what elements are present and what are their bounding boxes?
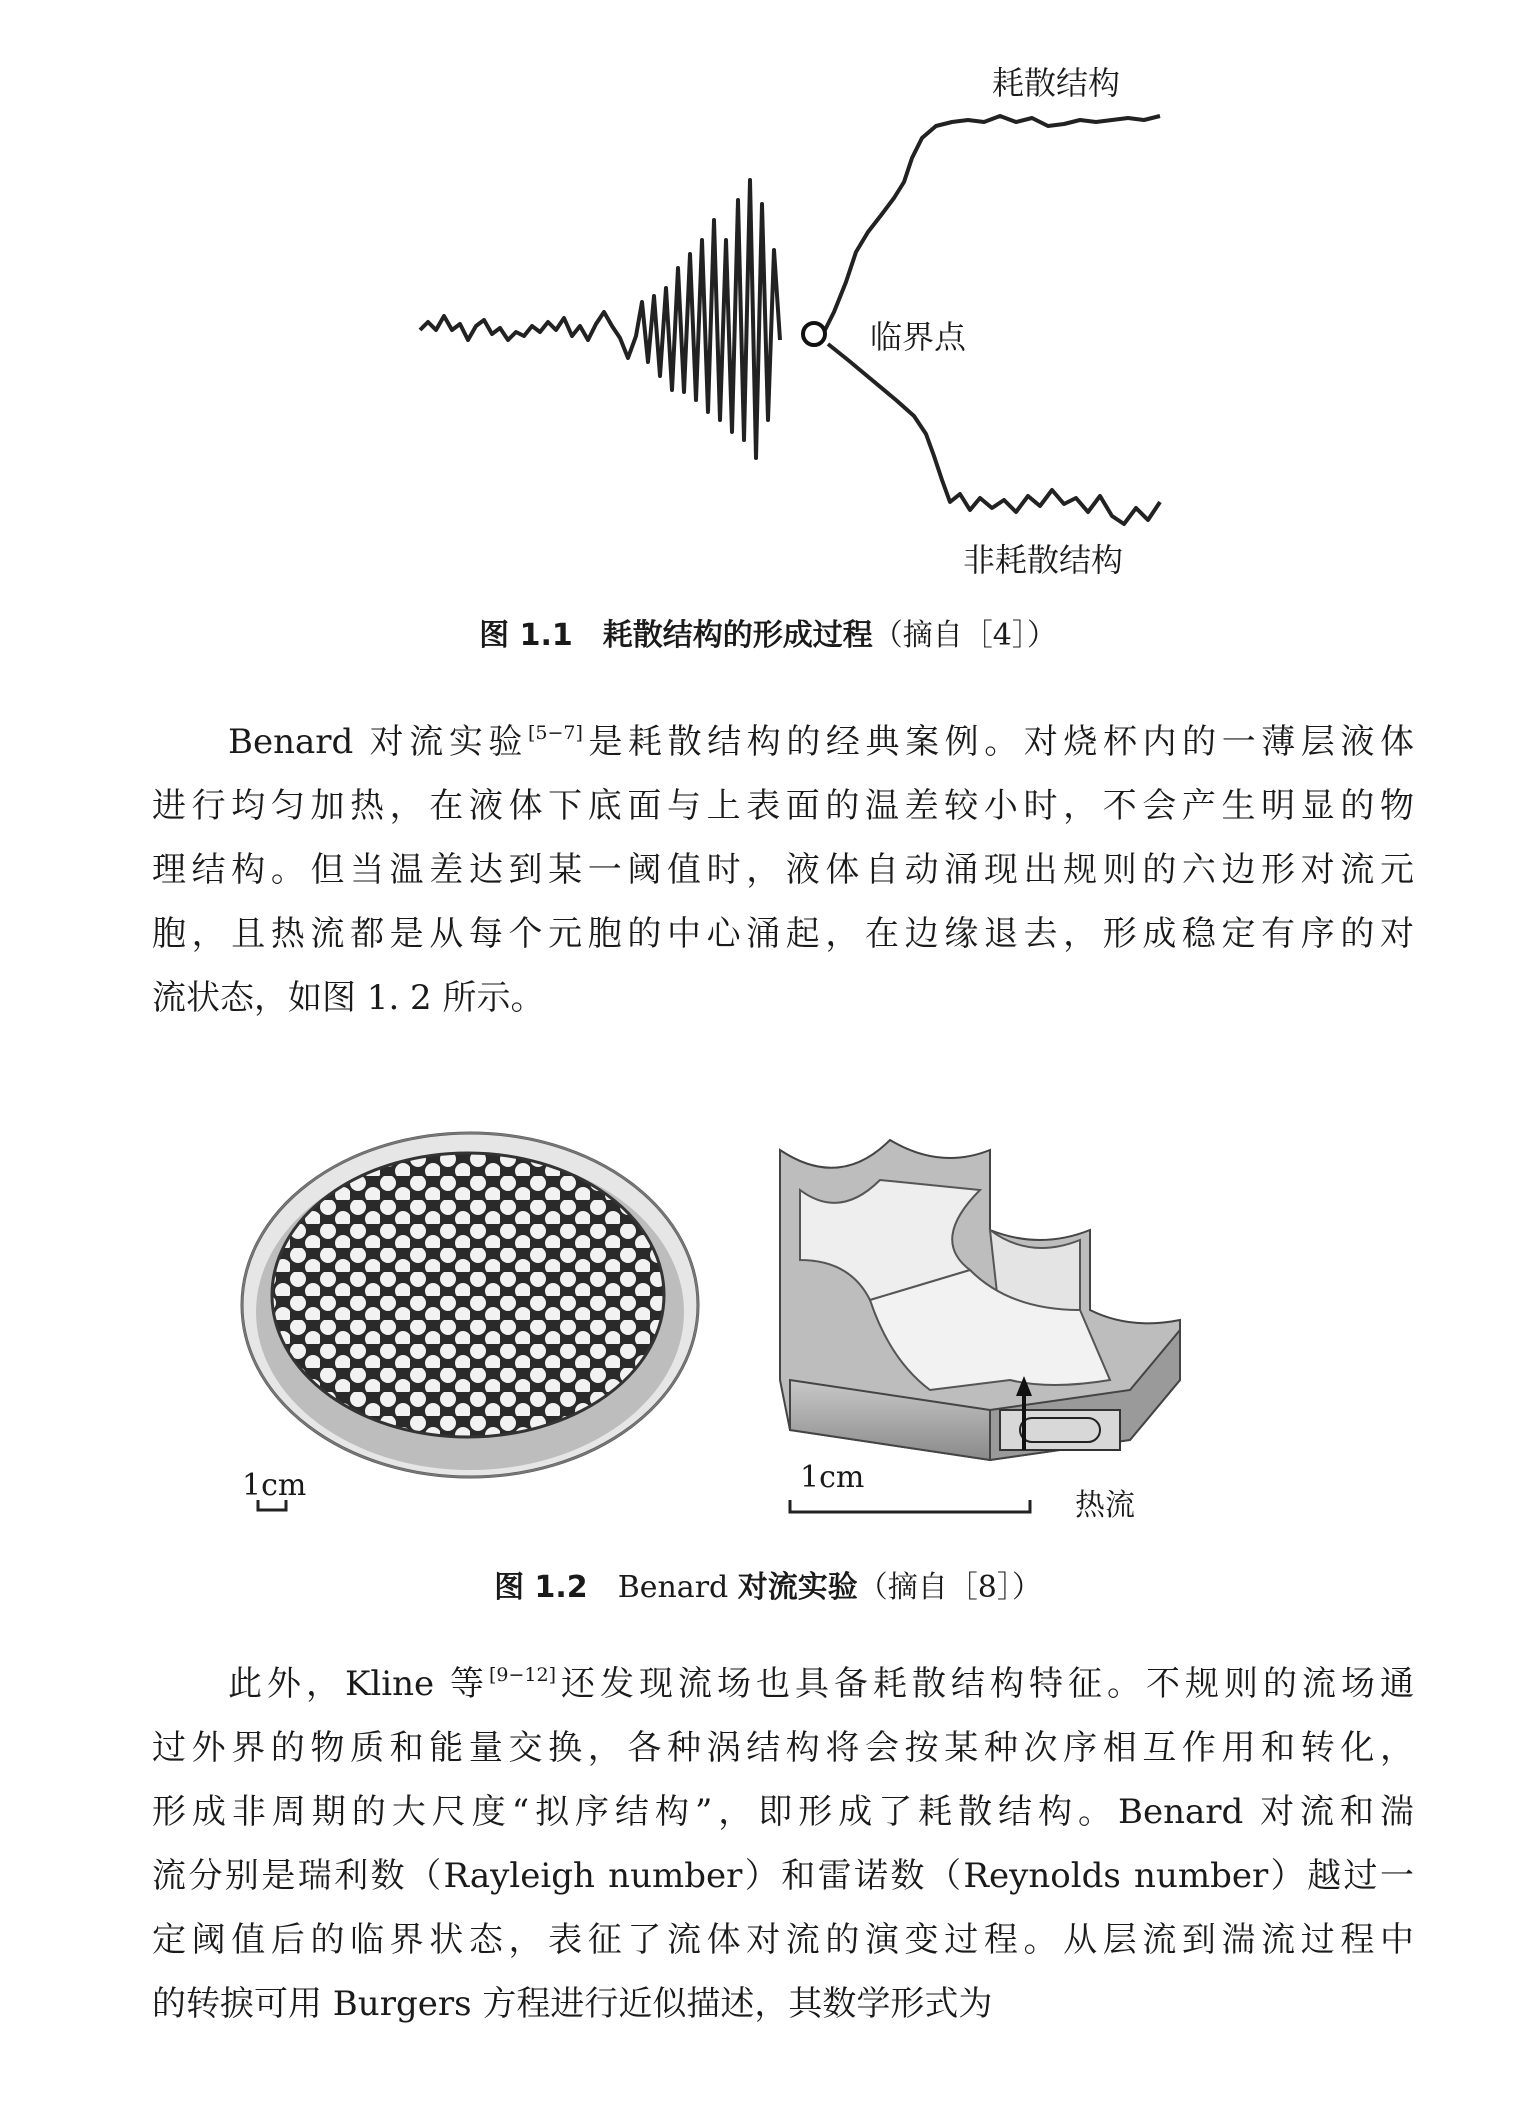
paragraph-benard	[152, 710, 1414, 1030]
fluctuation-curve	[420, 180, 780, 458]
text-line: 此外，Kline 等[9−12]还发现流场也具备耗散结构特征。不规则的流场通	[228, 1664, 1414, 1704]
text-line: 胞，且热流都是从每个元胞的中心涌起，在边缘退去，形成稳定有序的对	[152, 914, 1414, 954]
critical-point-marker	[803, 323, 825, 345]
text-line: 定阈值后的临界状态，表征了流体对流的演变过程。从层流到湍流过程中	[152, 1920, 1414, 1960]
text-line: 形成非周期的大尺度“拟序结构”，即形成了耗散结构。Benard 对流和湍	[152, 1792, 1414, 1832]
text-line: 的转捩可用 Burgers 方程进行近似描述，其数学形式为	[152, 1984, 993, 2024]
caption-source: （摘自［8］）	[857, 1570, 1042, 1605]
label-heat-flow: 热流	[1075, 1488, 1135, 1523]
text-line: 流状态，如图 1. 2 所示。	[152, 978, 545, 1018]
paragraph-kline	[152, 1652, 1414, 2036]
text-line: 进行均匀加热，在液体下底面与上表面的温差较小时，不会产生明显的物	[152, 786, 1414, 826]
label-dissipative-structure: 耗散结构	[992, 64, 1121, 102]
caption-source: （摘自［4］）	[872, 618, 1057, 653]
bifurcation-diagram	[400, 40, 1180, 600]
petri-dish-photo	[242, 1133, 698, 1477]
text-line: 流分别是瑞利数（Rayleigh number）和雷诺数（Reynolds number）越过一	[152, 1856, 1414, 1896]
figure-1-1	[400, 40, 1180, 600]
figure-1-2-caption	[0, 1562, 1536, 1606]
caption-title: 对流实验	[737, 1570, 858, 1605]
text-line: Benard 对流实验[5−7]是耗散结构的经典案例。对烧杯内的一薄层液体	[228, 722, 1414, 762]
caption-number: 图 1.1	[479, 618, 573, 653]
benard-convection-illustration	[230, 1080, 1230, 1540]
non-dissipative-branch	[828, 344, 1160, 524]
scale-label-cells: 1cm	[800, 1460, 865, 1495]
citation-ref: [5−7]	[527, 722, 583, 744]
figure-1-2	[230, 1080, 1230, 1540]
label-critical-point: 临界点	[870, 318, 967, 356]
citation-ref: [9−12]	[488, 1664, 556, 1686]
text-line: 过外界的物质和能量交换，各种涡结构将会按某种次序相互作用和转化，	[152, 1728, 1414, 1768]
caption-number: 图 1.2	[494, 1570, 588, 1605]
dissipative-branch	[820, 116, 1160, 340]
scale-label-dish: 1cm	[242, 1468, 307, 1503]
convection-cells-diagram	[780, 1140, 1180, 1460]
text-line: 理结构。但当温差达到某一阈值时，液体自动涌现出规则的六边形对流元	[152, 850, 1414, 890]
caption-title-latin: Benard	[617, 1570, 729, 1605]
caption-title: 耗散结构的形成过程	[602, 618, 873, 653]
scale-bar-cells	[790, 1500, 1030, 1512]
label-non-dissipative-structure: 非耗散结构	[963, 541, 1124, 579]
figure-1-1-caption	[0, 610, 1536, 654]
